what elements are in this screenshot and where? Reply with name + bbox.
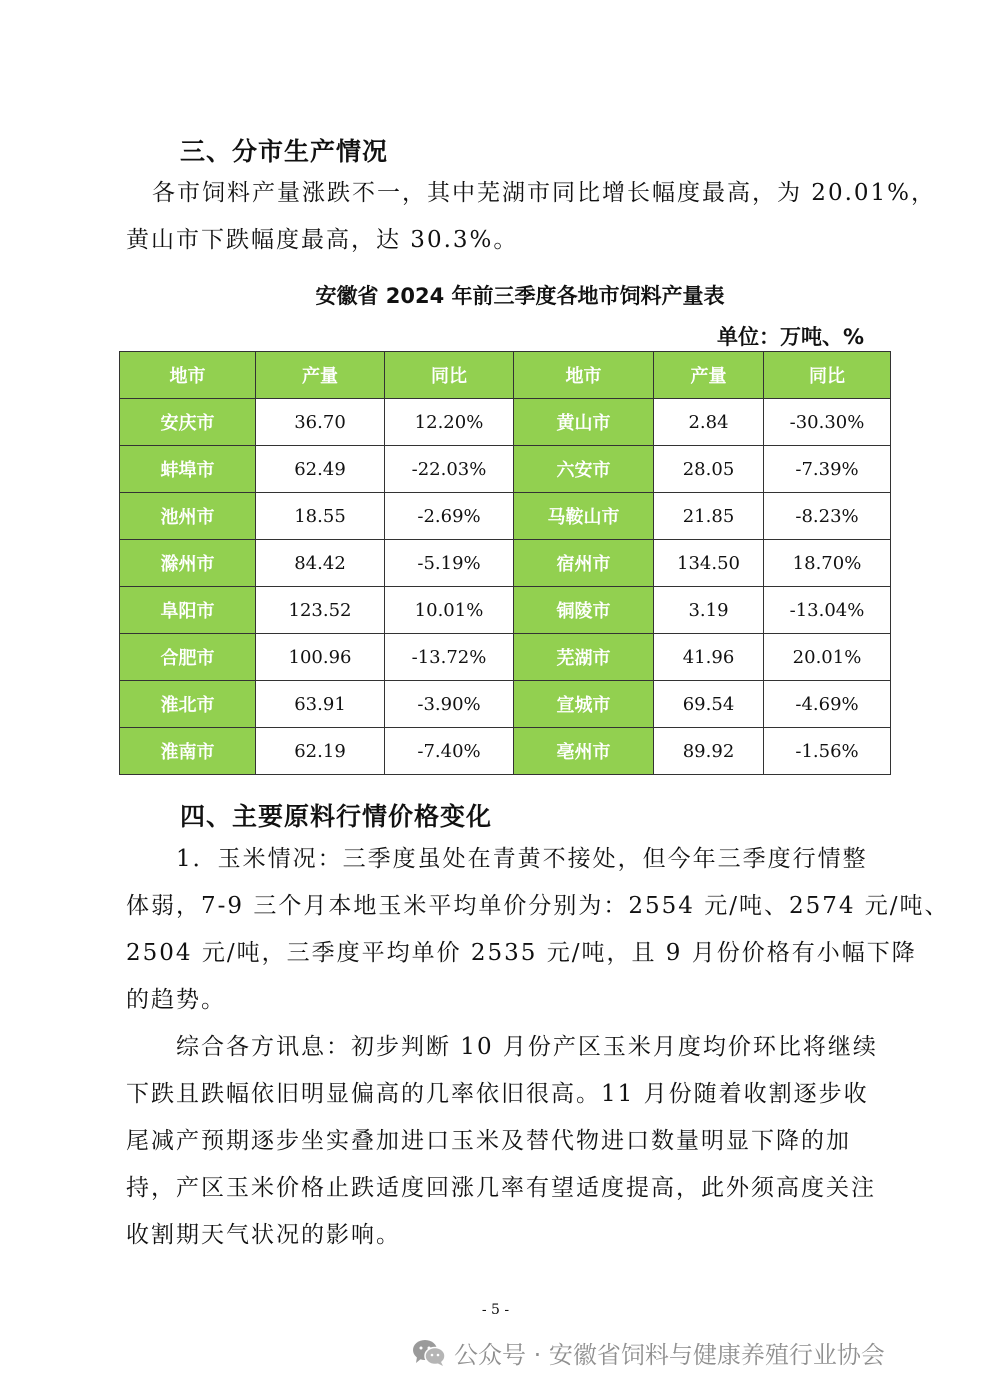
table-unit: 单位：万吨、%: [716, 325, 864, 349]
city-cell: 阜阳市: [120, 587, 256, 634]
yoy-cell: -22.03%: [385, 446, 514, 493]
yoy-cell: -8.23%: [764, 493, 891, 540]
output-cell: 2.84: [654, 399, 764, 446]
paragraph-line: 2504 元/吨，三季度平均单价 2535 元/吨，且 9 月份价格有小幅下降: [126, 940, 917, 966]
wechat-watermark: [412, 1335, 885, 1370]
table-row: [120, 681, 891, 728]
city-cell: 滁州市: [120, 540, 256, 587]
yoy-cell: -4.69%: [764, 681, 891, 728]
city-cell: 合肥市: [120, 634, 256, 681]
yoy-cell: 18.70%: [764, 540, 891, 587]
yoy-cell: -1.56%: [764, 728, 891, 775]
table-header-row: [120, 352, 891, 399]
output-cell: 28.05: [654, 446, 764, 493]
yoy-cell: 10.01%: [385, 587, 514, 634]
output-cell: 100.96: [256, 634, 385, 681]
paragraph-line: 下跌且跌幅依旧明显偏高的几率依旧很高。11 月份随着收割逐步收: [126, 1081, 869, 1107]
output-cell: 41.96: [654, 634, 764, 681]
yoy-cell: -7.40%: [385, 728, 514, 775]
table-row: [120, 634, 891, 681]
yoy-cell: 12.20%: [385, 399, 514, 446]
yoy-cell: 20.01%: [764, 634, 891, 681]
paragraph-line: 收割期天气状况的影响。: [126, 1222, 401, 1248]
paragraph-line: 各市饲料产量涨跌不一，其中芜湖市同比增长幅度最高，为 20.01%，: [152, 180, 937, 206]
output-cell: 18.55: [256, 493, 385, 540]
yoy-cell: -13.72%: [385, 634, 514, 681]
yoy-cell: -13.04%: [764, 587, 891, 634]
city-cell: 淮南市: [120, 728, 256, 775]
col-header-city: 地市: [514, 352, 654, 399]
yoy-cell: -5.19%: [385, 540, 514, 587]
yoy-cell: -3.90%: [385, 681, 514, 728]
output-cell: 69.54: [654, 681, 764, 728]
city-cell: 黄山市: [514, 399, 654, 446]
col-header-city: 地市: [120, 352, 256, 399]
output-cell: 123.52: [256, 587, 385, 634]
city-cell: 六安市: [514, 446, 654, 493]
output-cell: 62.19: [256, 728, 385, 775]
section-3-paragraph: [126, 170, 937, 264]
outlook-paragraph: [126, 1024, 878, 1259]
table-row: [120, 446, 891, 493]
table-title: 安徽省 2024 年前三季度各地市饲料产量表: [315, 284, 725, 308]
table-row: [120, 399, 891, 446]
paragraph-line: 尾减产预期逐步坐实叠加进口玉米及替代物进口数量明显下降的加: [126, 1128, 851, 1154]
paragraph-line: 持，产区玉米价格止跌适度回涨几率有望适度提高，此外须高度关注: [126, 1175, 876, 1201]
city-cell: 蚌埠市: [120, 446, 256, 493]
output-cell: 89.92: [654, 728, 764, 775]
table-row: [120, 493, 891, 540]
col-header-yoy: 同比: [385, 352, 514, 399]
output-cell: 3.19: [654, 587, 764, 634]
city-cell: 池州市: [120, 493, 256, 540]
table-row: [120, 587, 891, 634]
yoy-cell: -7.39%: [764, 446, 891, 493]
paragraph-line: 体弱，7-9 三个月本地玉米平均单价分别为：2554 元/吨、2574 元/吨、: [126, 893, 950, 919]
col-header-yoy: 同比: [764, 352, 891, 399]
paragraph-line: 综合各方讯息：初步判断 10 月份产区玉米月度均价环比将继续: [176, 1034, 878, 1060]
output-cell: 63.91: [256, 681, 385, 728]
city-cell: 铜陵市: [514, 587, 654, 634]
table-row: [120, 540, 891, 587]
city-cell: 宣城市: [514, 681, 654, 728]
yoy-cell: -30.30%: [764, 399, 891, 446]
paragraph-line: 的趋势。: [126, 987, 226, 1013]
yoy-cell: -2.69%: [385, 493, 514, 540]
col-header-output: 产量: [256, 352, 385, 399]
watermark-text: 公众号 · 安徽省饲料与健康养殖行业协会: [454, 1341, 885, 1369]
output-cell: 36.70: [256, 399, 385, 446]
output-cell: 21.85: [654, 493, 764, 540]
corn-paragraph: [126, 836, 950, 1024]
page-number: - 5 -: [481, 1302, 510, 1318]
output-cell: 134.50: [654, 540, 764, 587]
paragraph-line: 黄山市下跌幅度最高，达 30.3%。: [126, 227, 519, 253]
output-cell: 84.42: [256, 540, 385, 587]
city-cell: 安庆市: [120, 399, 256, 446]
col-header-output: 产量: [654, 352, 764, 399]
paragraph-line: 1．玉米情况：三季度虽处在青黄不接处，但今年三季度行情整: [176, 846, 868, 872]
table-row: [120, 728, 891, 775]
section-4-heading: 四、主要原料行情价格变化: [180, 802, 493, 831]
city-cell: 马鞍山市: [514, 493, 654, 540]
wechat-icon: [412, 1339, 446, 1367]
city-cell: 淮北市: [120, 681, 256, 728]
city-cell: 亳州市: [514, 728, 654, 775]
section-3-heading: 三、分市生产情况: [180, 137, 389, 166]
city-cell: 宿州市: [514, 540, 654, 587]
city-cell: 芜湖市: [514, 634, 654, 681]
city-feed-output-table: [119, 351, 891, 775]
output-cell: 62.49: [256, 446, 385, 493]
